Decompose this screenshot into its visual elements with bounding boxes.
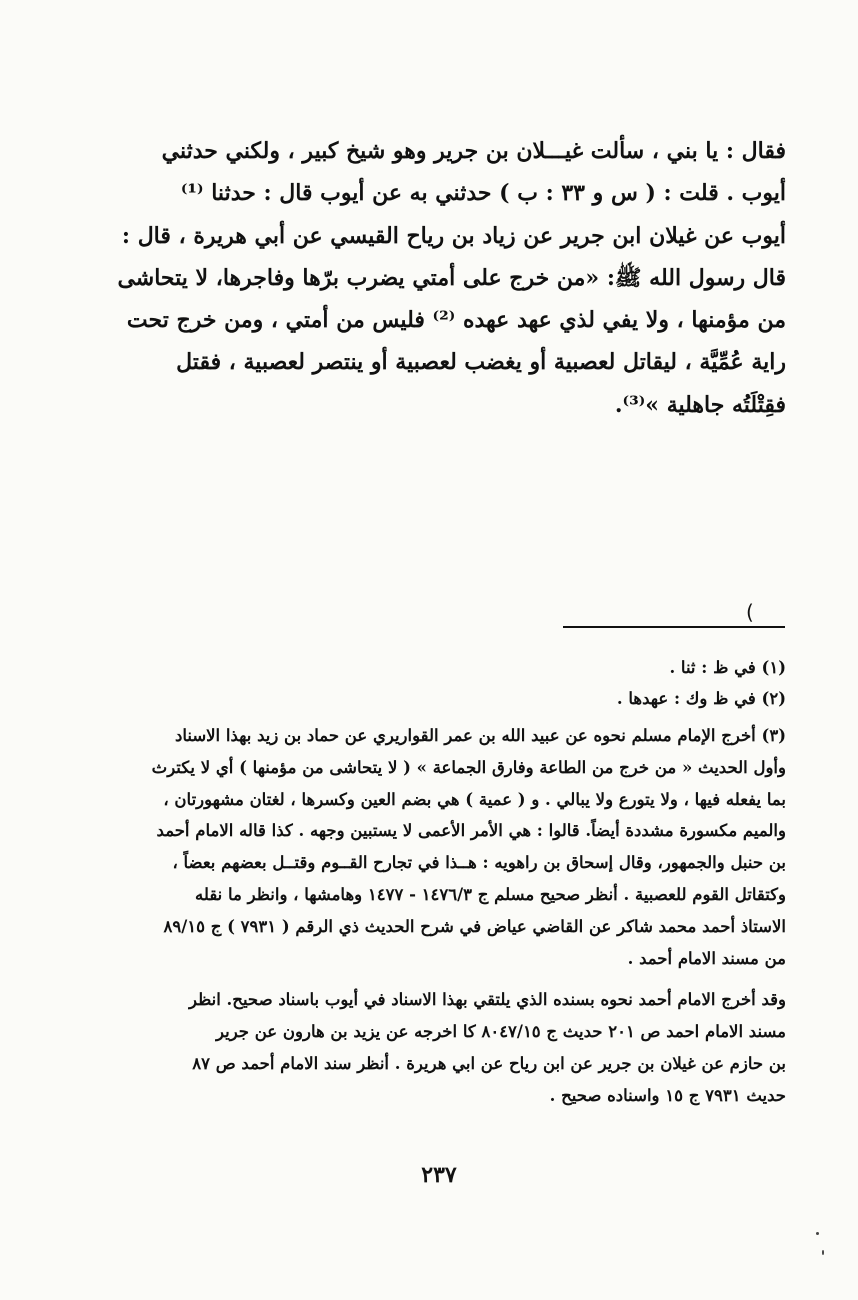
footnote-3	[106, 720, 786, 1112]
footnote-3-continuation-line: مسند الامام احمد ص ٢٠١ حديث ج ٨٠٤٧/١٥ كا اخرجه عن يزيد بن هارون عن جرير	[216, 1022, 786, 1042]
footnotes	[106, 648, 786, 1112]
main-text-line: أيوب عن غيلان ابن جرير عن زياد بن رياح القيسي عن أبي هريرة ، قال :	[121, 222, 786, 249]
footnote-3-line: والميم مكسورة مشددة أيضاً. قالوا : هي الأمر الأعمى لا يستبين وجهه . كذا قاله الامام أحمد	[156, 821, 786, 841]
main-text	[110, 130, 786, 426]
main-text-line: قال رسول الله ﷺ: «من خرج على أمتي يضرب برّها وفاجرها، لا يتحاشى	[117, 264, 786, 291]
footnote-3-line: (٣) أخرج الإمام مسلم نحوه عن عبيد الله بن عمر القواريري عن حماد بن زيد بهذا الاسناد	[174, 726, 786, 745]
scan-speck	[816, 1232, 819, 1235]
footnote-3-line: بن حنبل والجمهور، وقال إسحاق بن راهويه : هــذا في تجارح القــوم وقتــل بعضهم بعضاً ،	[172, 853, 786, 873]
footnote-3-line: وأول الحديث « من خرج من الطاعة وفارق الجماعة » ( لا يتحاشى من مؤمنها ) أي لا يكترث	[151, 757, 786, 777]
footnote-3-continuation-line: حديث ٧٩٣١ ج ١٥ واسناده صحيح .	[549, 1085, 786, 1105]
main-text-line: من مؤمنها ، ولا يفي لذي عهد عهده ⁽²⁾ فليس من أمتي ، ومن خرج تحت	[126, 307, 786, 334]
main-text-line: راية عُمِّيَّة ، ليقاتل لعصبية أو يغضب لعصبية أو ينتصر لعصبية ، فقتل	[176, 349, 786, 376]
scan-speck	[822, 1250, 824, 1255]
main-text-line: فقال : يا بني ، سألت غيـــلان بن جرير وهو شيخ كبير ، ولكني حدثني	[161, 138, 786, 164]
paragraph-gap	[106, 974, 786, 984]
main-text-line: أيوب . قلت : ( س و ٣٣ : ب ) حدثني به عن أيوب قال : حدثنا ⁽¹⁾	[180, 180, 786, 207]
footnote-3-continuation-line: وقد أخرج الامام أحمد نحوه بسنده الذي يلتقي بهذا الاسناد في أيوب باسناد صحيح. انظر	[188, 990, 786, 1010]
page-number: ٢٣٧	[421, 1162, 457, 1188]
main-text-line: فقِتْلَتُه جاهلية »⁽³⁾.	[614, 391, 786, 418]
footnote-3-line: بما يفعله فيها ، ولا يتورع ولا يبالي . و ( عمية ) هي بضم العين وكسرها ، لغتان مشهورتان ،	[163, 789, 786, 809]
footnote-3-line: وكتقاتل القوم للعصبية . أنظر صحيح مسلم ج ١٤٧٦/٣ - ١٤٧٧ وهامشها ، وانظر ما نقله	[195, 884, 786, 904]
footnote-3-line: من مسند الامام أحمد .	[627, 948, 786, 968]
footnote-3-continuation-line: بن حازم عن غيلان بن جرير عن ابن رياح عن ابي هريرة . أنظر سند الامام أحمد ص ٨٧	[192, 1053, 786, 1073]
separator-mark: (	[746, 600, 754, 624]
footnote-2: (٢) في ظ وك : عهدها .	[616, 689, 786, 708]
footnote-3-line: الاستاذ أحمد محمد شاكر عن القاضي عياض في شرح الحديث ذي الرقم ( ٧٩٣١ ) ج ٨٩/١٥	[163, 916, 786, 936]
footnote-1: (١) في ظ : ثنا .	[669, 658, 786, 677]
footnote-separator	[563, 626, 785, 628]
